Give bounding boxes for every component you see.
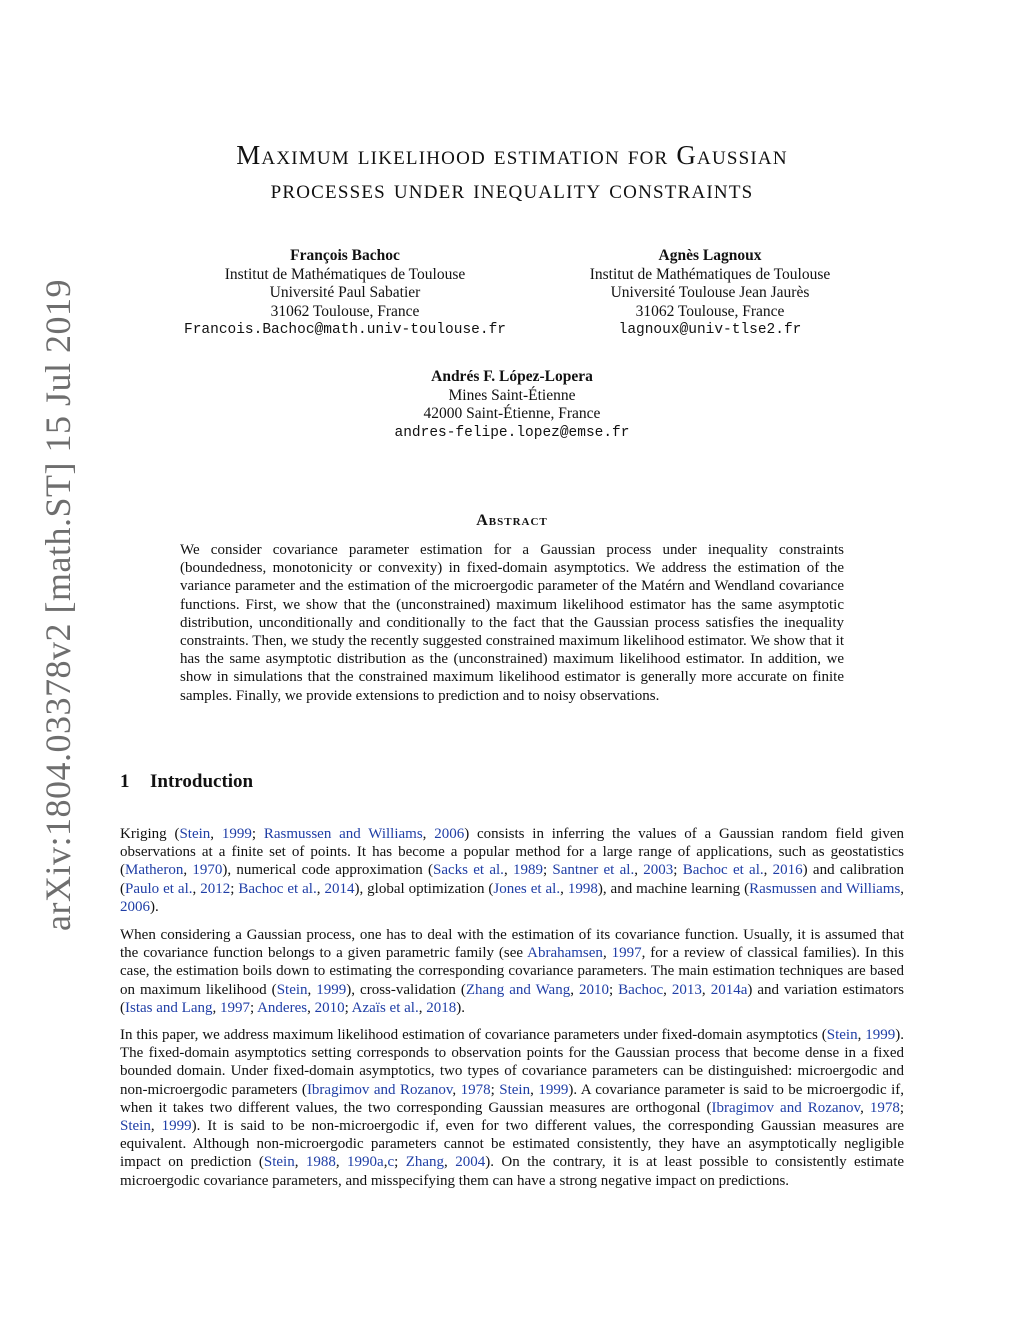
citation-link[interactable]: Stein	[499, 1081, 531, 1098]
text-run: ). On the contrary, it is at least possible to consistently estimate microergodic covariance parameters, and misspecifying them can have a strong negative impact on predictions.	[120, 1154, 905, 1189]
citation-link[interactable]: Istas and Lang	[125, 999, 213, 1016]
author-email[interactable]: lagnoux@univ-tlse2.fr	[618, 322, 802, 338]
citation-link[interactable]: Azaïs et al.	[351, 999, 419, 1016]
section-number: 1	[120, 771, 130, 792]
citation-link[interactable]: Stein	[826, 1027, 858, 1043]
section-heading-introduction	[120, 771, 253, 793]
text-run: ;	[899, 1099, 905, 1116]
text-run: ;	[608, 981, 619, 998]
text-run: ,	[444, 1154, 456, 1171]
text-run: ;	[542, 862, 553, 879]
abstract-text: We consider covariance parameter estimation for a Gaussian process under inequality constraints (boundedness, monotonicity or convexity) in fixed-domain asymptotics. We address the estimation of the variance parameter and the estimation of the microergodic parameter of the Matérn and Wendland covariance functions. First, we show that the (unconstrained) maximum likelihood estimator has the same asymptotic distribution, unconditionally and conditionally to the fact that the Gaussian process satisfies the inequality constraints. Then, we study the recently suggested constrained maximum likelihood estimator. We show that it has the same asymptotic distribution as the (unconstrained) maximum likelihood estimator. In addition, we show in simulations that the constrained maximum likelihood estimator is generally more accurate on finite samples. Finally, we provide extensions to prediction and to noisy observations.	[180, 542, 844, 704]
citation-link[interactable]: Stein	[276, 981, 308, 998]
citation-link[interactable]: Matheron	[125, 862, 184, 879]
citation-link[interactable]: Stein	[120, 1118, 151, 1135]
citation-link[interactable]: Bachoc et al.	[682, 862, 764, 879]
text-run: ,	[307, 999, 315, 1016]
author-address: 31062 Toulouse, France	[270, 302, 420, 320]
citation-link[interactable]: 1990a	[347, 1154, 384, 1171]
citation-link[interactable]: Stein	[263, 1154, 295, 1171]
text-run: ;	[251, 826, 264, 842]
text-run: ,	[857, 1027, 866, 1043]
author-address: 31062 Toulouse, France	[635, 302, 785, 320]
citation-link[interactable]: 2012	[200, 880, 231, 897]
text-run: ,	[316, 880, 325, 897]
text-run: When considering a Gaussian process, one has to deal with the estimation of its covariance function. Usually, it is assumed that the covariance function belongs to a given parametric family (see	[120, 927, 904, 962]
text-run: ,	[335, 1154, 348, 1171]
citation-link[interactable]: 1999	[865, 1027, 896, 1043]
citation-link[interactable]: 2006	[434, 826, 465, 842]
title-line-1: Maximum likelihood estimation for Gaussian	[236, 140, 788, 170]
text-run: ), and machine learning (	[597, 880, 750, 897]
citation-link[interactable]: Santner et al.	[552, 862, 635, 879]
text-run: ;	[249, 999, 258, 1016]
text-run: ,	[422, 826, 435, 842]
author-name: Agnès Lagnoux	[658, 247, 762, 264]
author-block-bachoc	[160, 247, 530, 340]
abstract-heading: Abstract	[476, 512, 548, 529]
citation-link[interactable]: Abrahamsen	[527, 945, 603, 962]
text-run: ,	[452, 1081, 461, 1098]
citation-link[interactable]: 1999	[161, 1118, 192, 1135]
citation-link[interactable]: 1978	[460, 1081, 491, 1098]
text-run: ,	[150, 1118, 162, 1135]
citation-link[interactable]: 1999	[221, 826, 252, 842]
text-run: ,	[900, 880, 905, 897]
text-run: ;	[230, 880, 239, 897]
text-run: ,	[210, 826, 222, 842]
arxiv-identifier: arXiv:1804.03378v2 [math.ST] 15 Jul 2019	[38, 279, 78, 931]
author-name: Andrés F. López-Lopera	[431, 368, 593, 385]
text-run: ,	[383, 1154, 388, 1171]
intro-paragraph-3	[120, 1026, 904, 1190]
citation-link[interactable]: Bachoc	[618, 981, 664, 998]
text-run: ,	[503, 862, 513, 879]
text-run: ). The fixed-domain asymptotics setting corresponds to observation points for the Gaussian process that become dense in a fixed bounded domain. Under fixed-domain asymptotics, two types of covariance parameters can be distinguished: microergodic and non-microergodic parameters (	[120, 1027, 904, 1098]
citation-link[interactable]: Paulo et al.	[125, 880, 193, 897]
citation-link[interactable]: 1999	[538, 1081, 569, 1098]
citation-link[interactable]: Bachoc et al.	[238, 880, 317, 897]
citation-link[interactable]: 2018	[426, 999, 457, 1016]
text-run: ). It is said to be non-microergodic if, even for two different values, the corresponding Gaussian measures are equivalent. Although non-microergodic parameters cannot be estimated consistently, they have an asymptotically negligible impact on prediction (	[120, 1118, 904, 1171]
author-affiliation: Institut de Mathématiques de Toulouse	[589, 265, 831, 283]
citation-link[interactable]: Sacks et al.	[432, 862, 504, 879]
text-run: ,	[294, 1154, 306, 1171]
text-run: ,	[560, 880, 568, 897]
citation-link[interactable]: Rasmussen and Williams	[263, 826, 423, 842]
citation-link[interactable]: 2014	[324, 880, 355, 897]
section-title: Introduction	[150, 771, 254, 792]
citation-link[interactable]: 1997	[611, 945, 642, 962]
text-run: ,	[602, 945, 612, 962]
intro-paragraph-2	[120, 926, 904, 1017]
citation-link[interactable]: 1970	[192, 862, 223, 879]
text-run: ).	[150, 898, 159, 915]
text-run: ,	[418, 999, 427, 1016]
text-run: ;	[490, 1081, 500, 1098]
text-run: ), global optimization (	[354, 880, 494, 897]
citation-link[interactable]: Ibragimov and Rozanov	[711, 1099, 861, 1116]
text-run: ), cross-validation (	[346, 981, 466, 998]
text-run: ) and calibration (	[120, 862, 905, 897]
author-name: François Bachoc	[290, 247, 400, 264]
text-run: ,	[634, 862, 644, 879]
citation-link[interactable]: 1999	[316, 981, 347, 998]
text-run: ), numerical code approximation (	[222, 862, 433, 879]
text-run: ,	[663, 981, 672, 998]
citation-link[interactable]: Anderes	[257, 999, 308, 1016]
citation-link[interactable]: 2016	[772, 862, 803, 879]
citation-link[interactable]: Zhang	[405, 1154, 445, 1171]
author-address: 42000 Saint-Étienne, France	[423, 405, 601, 422]
citation-link[interactable]: 1997	[219, 999, 250, 1016]
author-block-lopez-lopera	[327, 368, 697, 442]
text-run: ,	[570, 981, 579, 998]
text-run: ,	[763, 862, 773, 879]
text-run: ).	[456, 999, 465, 1016]
text-run: ). A covariance parameter is said to be microergodic if, when it takes two different values, the two corresponding Gaussian measures are orthogonal (	[120, 1081, 905, 1116]
text-run: ,	[701, 981, 711, 998]
text-run: ;	[673, 862, 683, 879]
citation-link[interactable]: Stein	[179, 826, 211, 842]
text-run: ,	[530, 1081, 539, 1098]
text-run: ) consists in inferring the values of a Gaussian random field given observations at a finite set of points. It has become a popular method for a large range of applications, such as geostatistics (	[120, 826, 904, 879]
text-run: ,	[307, 981, 317, 998]
title-line-2: processes under inequality constraints	[270, 174, 754, 204]
text-run: In this paper, we address maximum likelihood estimation of covariance parameters under fixed-domain asymptotics (	[120, 1027, 827, 1043]
text-run: , for a review of classical families). In this case, the estimation boils down to estimating the corresponding covariance parameters. The main estimation techniques are based on maximum likelihood (	[120, 945, 904, 998]
citation-link[interactable]: Rasmussen and Williams	[749, 880, 901, 897]
citation-link[interactable]: 2003	[643, 862, 674, 879]
citation-link[interactable]: Zhang and Wang	[465, 981, 571, 998]
citation-link[interactable]: 2006	[120, 898, 150, 915]
intro-paragraph-1	[120, 825, 904, 916]
citation-link[interactable]: 1998	[567, 880, 598, 897]
author-email[interactable]: andres-felipe.lopez@emse.fr	[394, 424, 630, 441]
author-affiliation: Université Paul Sabatier	[269, 284, 421, 301]
author-affiliation: Institut de Mathématiques de Toulouse	[224, 265, 466, 283]
citation-link[interactable]: 2010	[578, 981, 609, 998]
citation-link[interactable]: 2014a	[710, 981, 748, 998]
text-run: ,	[860, 1099, 870, 1116]
author-affiliation: Université Toulouse Jean Jaurès	[610, 284, 810, 301]
text-run: ,	[183, 862, 193, 879]
citation-link[interactable]: 1989	[512, 862, 543, 879]
citation-link[interactable]: 2010	[314, 999, 345, 1016]
text-run: ) and variation estimators (	[120, 981, 905, 1016]
text-run: ,	[212, 999, 220, 1016]
text-run: ,	[192, 880, 201, 897]
citation-link[interactable]: 2004	[455, 1154, 486, 1171]
citation-link[interactable]: Jones et al.	[493, 880, 561, 897]
citation-link[interactable]: c	[387, 1154, 395, 1171]
citation-link[interactable]: 1978	[869, 1099, 900, 1116]
text-run: ;	[344, 999, 352, 1016]
text-run: ;	[394, 1154, 406, 1171]
citation-link[interactable]: Ibragimov and Rozanov	[306, 1081, 453, 1098]
citation-link[interactable]: 1988	[305, 1154, 336, 1171]
author-affiliation: Mines Saint-Étienne	[448, 386, 576, 404]
text-run: Kriging (	[120, 826, 180, 842]
author-block-lagnoux	[525, 247, 895, 340]
citation-link[interactable]: 2013	[671, 981, 702, 998]
author-email[interactable]: Francois.Bachoc@math.univ-toulouse.fr	[184, 322, 506, 338]
paper-title	[120, 138, 904, 206]
